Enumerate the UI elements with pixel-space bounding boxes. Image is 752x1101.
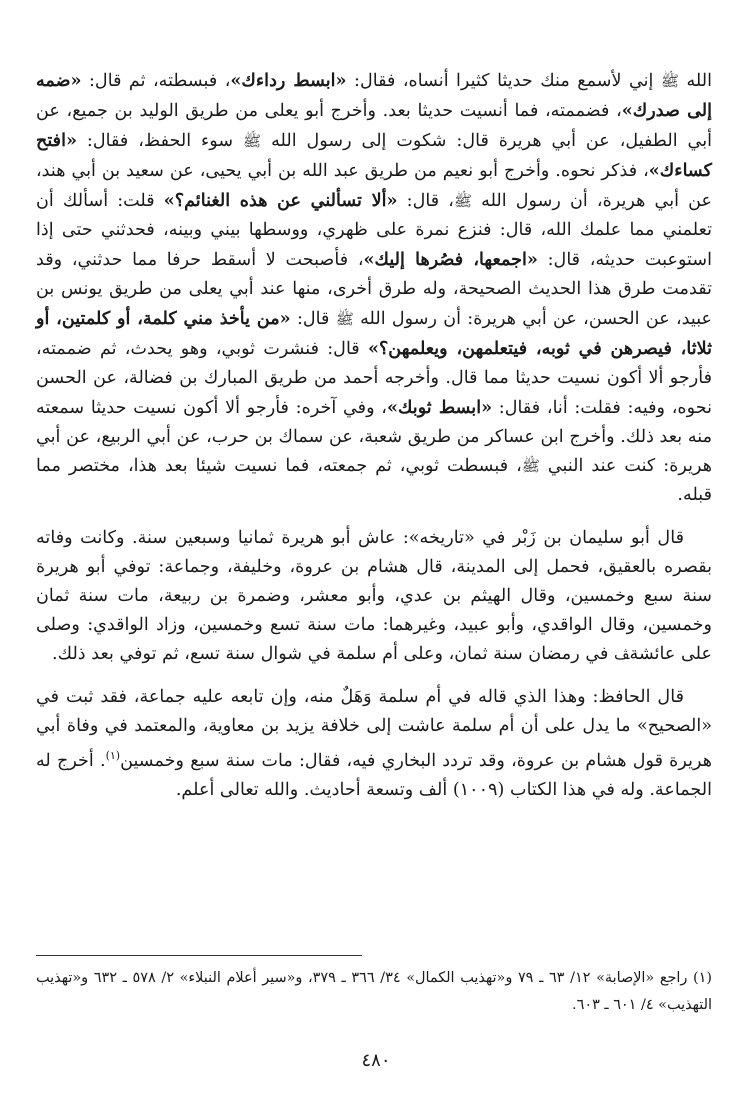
text-run: . أخرج له الجماعة. وله في هذا الكتاب (١٠٠٩) ألف وتسعة أحاديث. والله تعالى أعلم. (36, 750, 712, 800)
text-run: الله (679, 71, 712, 91)
footnote-divider (36, 955, 362, 956)
text-run: قال أبو سليمان بن زَبْر في «تاريخه»: عاش أبو هريرة ثمانيا وسبعين سنة. وكانت وفاته بقصره بالعقيق، فحمل إلى المدينة، قال هشام بن عروة، وخليفة، وجماعة: توفي أبو هريرة سنة سبع وخمسين، وقال الهيثم بن عدي، وأبو معشر، وضمرة بن ربيعة، مات سنة ثمان وخمسين، وقال الواقدي، وأبو عبيد، وغيرهما: مات سنة تسع وخمسين، وزاد الواقدي: وصلى على عائشة (36, 528, 712, 664)
salutation-glyph: ﷺ (335, 310, 354, 328)
salutation-glyph: ﷺ (660, 72, 680, 90)
honorific-glyph: ﭫ (614, 645, 630, 663)
text-run: في رمضان سنة ثمان، وعلى أم سلمة في شوال سنة تسع، ثم توفي بعد ذلك. (52, 644, 614, 664)
text-run: ، وفي آخره: فأرجو ألا أكون نسيت حديثا سمعته منه بعد ذلك. وأخرج ابن عساكر من طريق شعبة، عن سماك بن حرب، عن أبي الربيع، عن أبي هريرة: كنت عند النبي (36, 398, 713, 476)
main-text (36, 66, 712, 805)
quoted-saying: «من يأخذ مني كلمة، أو كلمتين، أو ثلاثا، فيصرهن في ثوبه، فيتعلمهن، ويعلمهن؟» (36, 308, 712, 359)
text-run: ، فبسطت ثوبي، ثم جمعته، فما نسيت شيئا بعد هذا، مختصر مما قبله. (36, 456, 712, 505)
page-number: ٤٨٠ (361, 1050, 391, 1071)
text-run: قال: (290, 309, 336, 329)
quoted-saying: «ألا تسألني عن هذه الغنائم؟» (163, 190, 398, 211)
paragraph-death-date (36, 524, 712, 669)
paragraph-hafiz-comment (36, 683, 712, 805)
footnote-marker: (١) (105, 749, 121, 762)
salutation-glyph: ﷺ (521, 457, 540, 475)
paragraph-hadith-narrations (36, 66, 712, 510)
text-run: ، فبسطته، ثم قال: (81, 71, 231, 91)
text-run: إني لأسمع منك حديثا كثيرا أنساه، فقال: (346, 71, 661, 91)
text-run: ، فذكر نحوه. وأخرج أبو نعيم من طريق عبد الله بن أبي يحيى، عن سعيد بن أبي هند، عن أبي هريرة، أن رسول الله (36, 161, 712, 211)
quoted-saying: «افتح كساءك» (36, 130, 712, 181)
text-run: ، قال: (397, 191, 454, 211)
salutation-glyph: ﷺ (243, 132, 262, 150)
salutation-glyph: ﷺ (453, 192, 473, 210)
text-run: سوء الحفظ، فقال: (76, 131, 244, 151)
text-run: قال: فنشرت ثوبي، وهو يحدث، ثم ضممته، فأرجو ألا أكون نسيت حديثا مما قال. وأخرجه أحمد من طريق المبارك بن فضالة، عن الحسن نحوه، وفيه: فقلت: أنا، فقال: (36, 339, 712, 418)
text-run: قلت: أسألك أن تعلمني مما علمك الله، قال: فنزع نمرة على ظهري، ووسطها بيني وبينه، فحدثني حتى إذا استوعبت حديثه، قال: (36, 191, 712, 270)
quoted-saying: «ابسط ثوبك» (386, 397, 493, 418)
footnote: (١) راجع «الإصابة» ١٢/ ٦٣ ـ ٧٩ و«تهذيب الكمال» ٣٤/ ٣٦٦ ـ ٣٧٩، و«سير أعلام النبلاء» ٢/ ٥٧٨ ـ ٦٣٢ و«تهذيب التهذيب» ٤/ ٦٠١ ـ ٦٠٣. (36, 970, 712, 1013)
quoted-saying: «اجمعها، فصُرها إليك» (363, 249, 538, 270)
text-run: ، فضممته، فما أنسيت حديثا بعد. وأخرج أبو يعلى من طريق الوليد بن جميع، عن أبي الطفيل، عن أبي هريرة قال: شكوت إلى رسول الله (36, 101, 712, 151)
quoted-saying: «ضمه إلى صدرك» (36, 70, 712, 121)
text-run: قال الحافظ: وهذا الذي قاله في أم سلمة وَهَلٌ منه، وإن تابعه عليه جماعة، فقد ثبت في «الصحيح» ما يدل على أن أم سلمة عاشت إلى خلافة يزيد بن معاوية، والمعتمد في وفاة أبي هريرة قول هشام بن عروة، وقد تردد البخاري فيه، فقال: مات سنة سبع وخمسين (36, 687, 712, 771)
text-run: ، فأصبحت لا أسقط حرفا مما حدثني، وقد تقدمت طرق هذا الحديث الصحيحة، وله طرق أخرى، منها عند أبي يعلى من طريق يونس بن عبيد، عن الحسن، عن أبي هريرة: أن رسول الله (36, 250, 712, 329)
quoted-saying: «ابسط رداءك» (230, 70, 347, 91)
